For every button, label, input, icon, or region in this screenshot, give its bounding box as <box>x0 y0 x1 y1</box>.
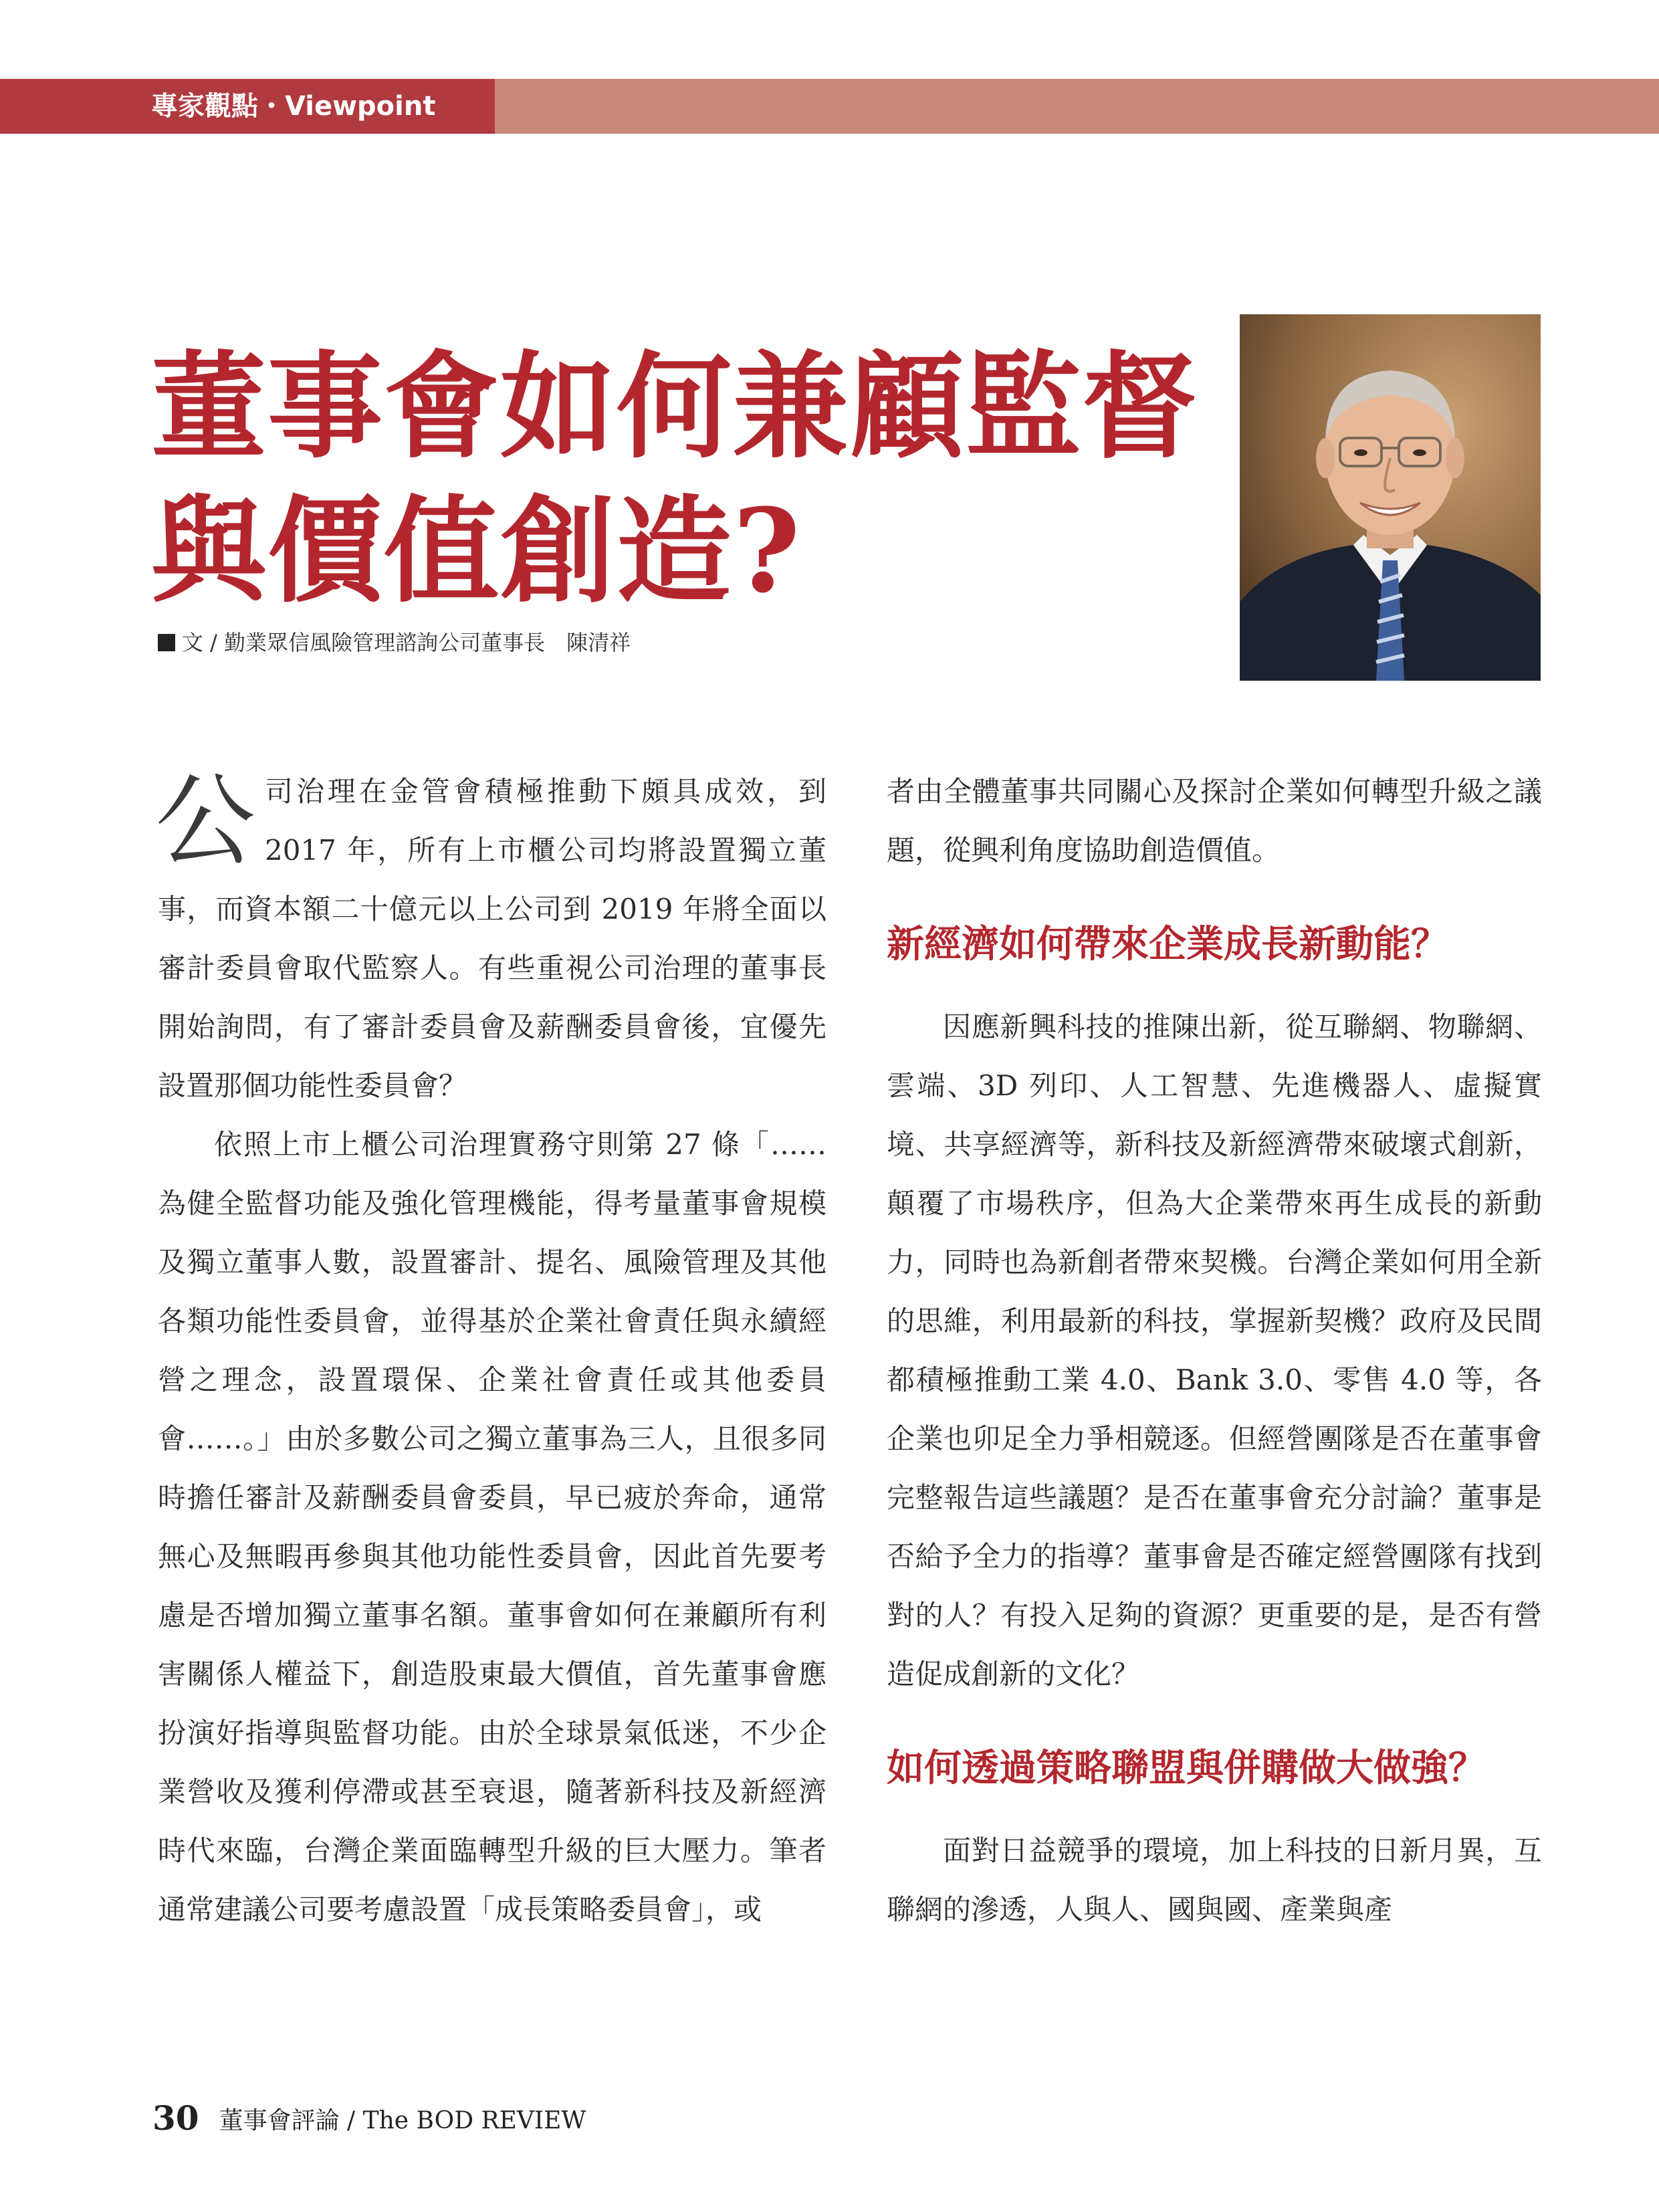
paragraph-continued: 者由全體董事共同關心及探討企業如何轉型升級之議題，從興利角度協助創造價值。 <box>887 775 1542 867</box>
paragraph-1-text: 司治理在金管會積極推動下頗具成效，到 2017 年，所有上市櫃公司均將設置獨立董事，而資本額二十億元以上公司到 2019 年將全面以審計委員會取代監察人。有些重視公司治理的董事長開始詢問，有了審計委員會及薪酬委員會後，宜優先設置那個功能性委員會？ <box>158 775 826 1102</box>
dropcap: 公 <box>155 764 256 880</box>
title-line-1: 董事會如何兼顧監督 <box>151 338 1198 474</box>
portrait-image <box>1240 314 1541 681</box>
paragraph-3: 因應新興科技的推陳出新，從互聯網、物聯網、雲端、3D 列印、人工智慧、先進機器人、虛擬實境、共享經濟等，新科技及新經濟帶來破壞式創新，顛覆了市場秩序，但為大企業帶來再生成長的新動力，同時也為新創者帶來契機。台灣企業如何用全新的思維，利用最新的科技，掌握新契機？政府及民間都積極推動工業 4.0、Bank 3.0、零售 4.0 等，各企業也卯足全力爭相競逐。但經營團隊是否在董事會完整報告這些議題？是否在董事會充分討論？董事是否給予全力的指導？董事會是否確定經營團隊有找到對的人？有投入足夠的資源？更重要的是，是否有營造促成創新的文化？ <box>887 1010 1542 1690</box>
article-column-right <box>887 762 1542 1939</box>
subheading-1: 新經濟如何帶來企業成長新動能？ <box>887 922 1448 966</box>
publication-name: 董事會評論 / The BOD REVIEW <box>219 2107 586 2134</box>
byline-text: 文 / 勤業眾信風險管理諮詢公司董事長 陳清祥 <box>182 630 631 655</box>
page-number: 30 <box>152 2098 199 2138</box>
section-header-band <box>0 79 1659 134</box>
paragraph-1 <box>155 762 826 1115</box>
byline-square-icon <box>158 634 175 651</box>
byline <box>158 626 631 657</box>
article-title <box>151 334 1198 623</box>
section-label: 專家觀點・Viewpoint <box>151 91 436 122</box>
author-portrait <box>1240 314 1541 681</box>
section-tab <box>0 79 495 134</box>
page-footer <box>152 2098 586 2138</box>
article-column-left <box>155 762 826 1939</box>
paragraph-4: 面對日益競爭的環境，加上科技的日新月異，互聯網的滲透，人與人、國與國、產業與產 <box>887 1834 1542 1926</box>
subheading-2: 如何透過策略聯盟與併購做大做強？ <box>887 1746 1486 1790</box>
title-line-2: 與價值創造? <box>151 483 802 619</box>
paragraph-2: 依照上市上櫃公司治理實務守則第 27 條「……為健全監督功能及強化管理機能，得考量董事會規模及獨立董事人數，設置審計、提名、風險管理及其他各類功能性委員會，並得基於企業社會責任與永續經營之理念，設置環保、企業社會責任或其他委員會……。」由於多數公司之獨立董事為三人，且很多同時擔任審計及薪酬委員會委員，早已疲於奔命，通常無心及無暇再參與其他功能性委員會，因此首先要考慮是否增加獨立董事名額。董事會如何在兼顧所有利害關係人權益下，創造股東最大價值，首先董事會應扮演好指導與監督功能。由於全球景氣低迷，不少企業營收及獲利停滯或甚至衰退，隨著新科技及新經濟時代來臨，台灣企業面臨轉型升級的巨大壓力。筆者通常建議公司要考慮設置「成長策略委員會」，或 <box>158 1128 826 1926</box>
